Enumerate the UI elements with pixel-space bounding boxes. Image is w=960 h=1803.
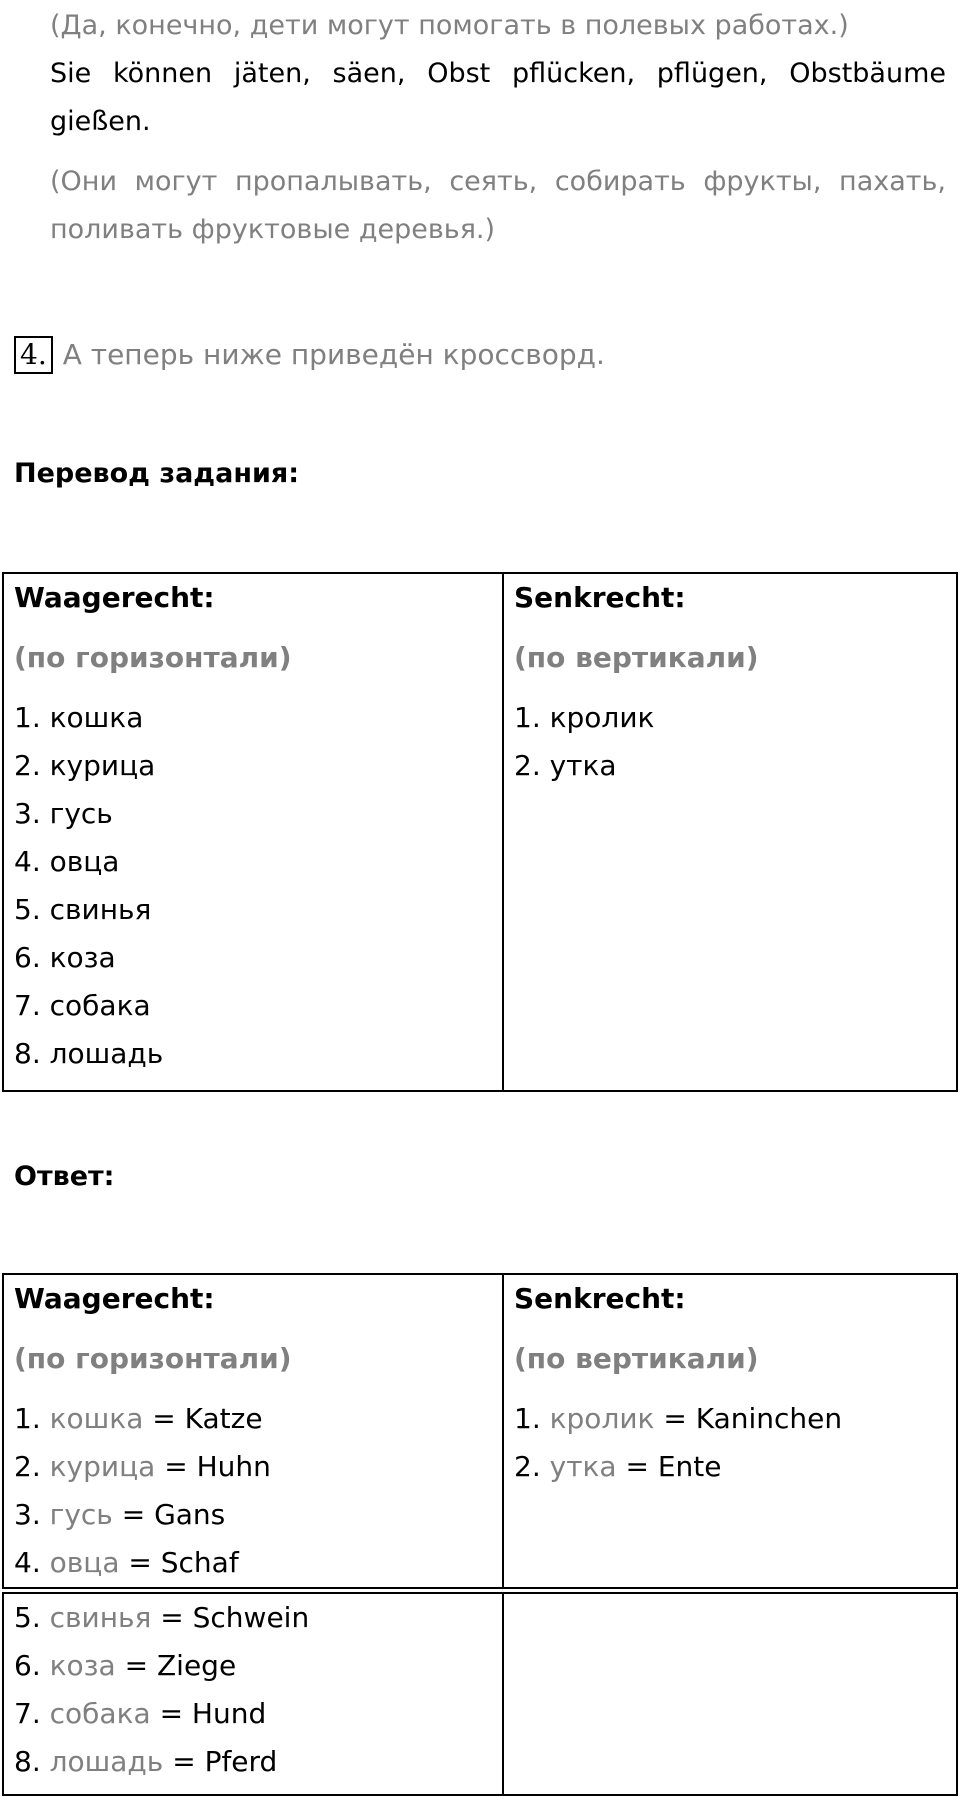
down-column [503,573,957,1091]
answer-row: 5. свинья = Schwein [14,1601,310,1634]
list-item: 1. кошка [14,701,144,734]
answer-across-title: Waagerecht: [14,1282,215,1315]
answer-across-subtitle: (по горизонтали) [14,1342,292,1375]
answer-row: 8. лошадь = Pferd [14,1745,278,1778]
answer-row: 6. коза = Ziege [14,1649,237,1682]
german-answer-paragraph: Sie können jäten, säen, Obst pflücken, pflügen, Obstbäume gießen. [50,58,946,137]
answer-row: 7. собака = Hund [14,1697,267,1730]
list-item: 5. свинья [14,893,152,926]
list-item: 8. лошадь [14,1037,164,1070]
list-item: 3. гусь [14,797,113,830]
russian-translation-paragraph: (Они могут пропалывать, сеять, собирать фрукты, пахать, поливать фруктовые деревья.) [50,166,946,245]
list-item: 2. утка [514,749,617,782]
answer-down-title: Senkrecht: [514,1282,686,1315]
answer-row: 3. гусь = Gans [14,1498,226,1531]
answer-table-part-1 [2,1273,958,1589]
across-title: Waagerecht: [14,581,215,614]
across-column [3,573,503,1091]
answer-down-column [503,1274,957,1588]
answer-table-part-2 [2,1592,958,1796]
down-subtitle: (по вертикали) [514,641,759,674]
answer-down-subtitle: (по вертикали) [514,1342,759,1375]
translation-table [2,572,958,1092]
task-4 [14,330,605,378]
list-item: 7. собака [14,989,151,1022]
answer-row: 1. кролик = Kaninchen [514,1402,843,1435]
translation-heading: Перевод задания: [14,458,300,489]
task-number-box: 4. [14,336,53,374]
answer-row: 1. кошка = Katze [14,1402,263,1435]
across-subtitle: (по горизонтали) [14,641,292,674]
answer-across-column-continued [3,1593,503,1795]
list-item: 4. овца [14,845,120,878]
answer-heading: Ответ: [14,1161,115,1192]
down-title: Senkrecht: [514,581,686,614]
russian-translation-line: (Да, конечно, дети могут помогать в полевых работах.) [50,10,849,41]
list-item: 1. кролик [514,701,655,734]
answer-row: 2. утка = Ente [514,1450,722,1483]
answer-empty-cell [503,1593,957,1795]
answer-row: 4. овца = Schaf [14,1546,239,1579]
list-item: 6. коза [14,941,116,974]
list-item: 2. курица [14,749,156,782]
answer-row: 2. курица = Huhn [14,1450,271,1483]
task-text: А теперь ниже приведён кроссворд. [62,338,605,371]
answer-across-column [3,1274,503,1588]
